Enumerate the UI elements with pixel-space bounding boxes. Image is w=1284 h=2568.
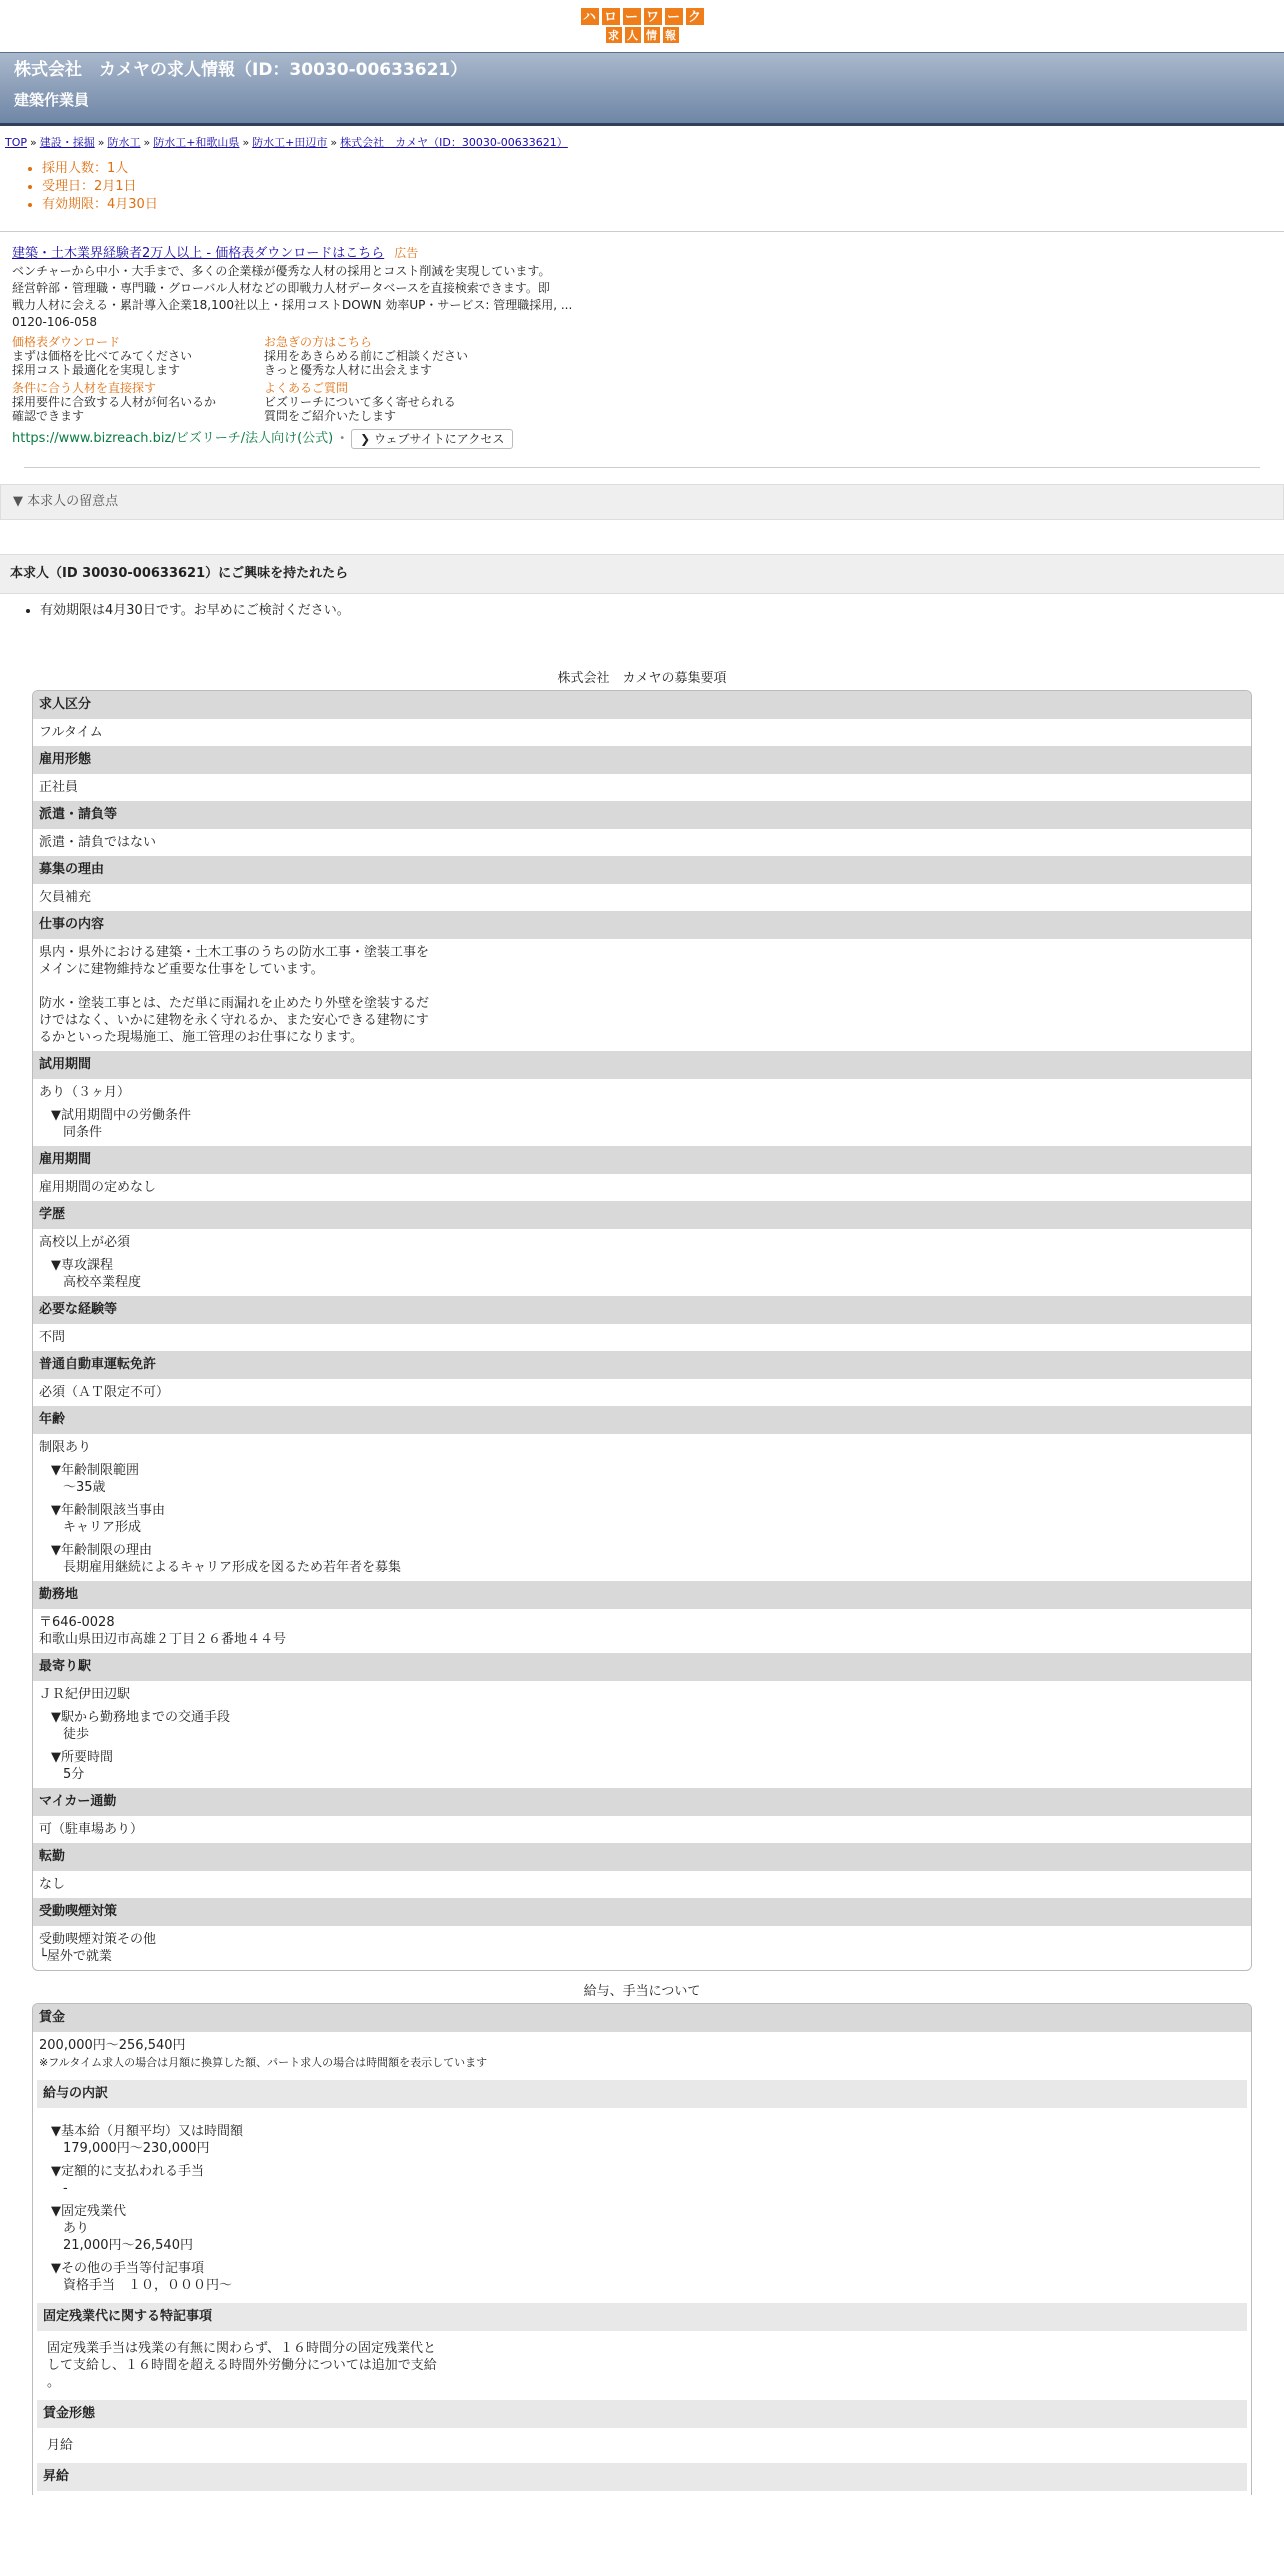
sitelink-price[interactable] [12,335,260,377]
value-line: メインに建物維持など重要な仕事をしています。 [39,962,324,977]
value-line: 制限あり [39,1440,92,1455]
breakdown-value: あり [63,2221,90,2236]
breadcrumb-separator: » [242,136,250,149]
ad-phone[interactable]: 0120-106-058 [12,314,98,329]
breadcrumb [0,126,1284,156]
sub-item-value: 〜35歳 [63,1480,106,1495]
value-line: なし [39,1877,66,1892]
value-line: └屋外で就業 [39,1949,112,1964]
requirement-value [33,1926,1251,1970]
sub-item-value: 5分 [63,1767,85,1782]
requirement-label: 勤務地 [33,1581,1251,1609]
breakdown-list [33,2112,1251,2299]
requirement-label: 求人区分 [33,691,1251,719]
breakdown-label: ▼固定残業代 [51,2204,126,2219]
sitelink-urgent[interactable] [264,335,524,377]
sub-item-label: ▼試用期間中の労働条件 [51,1108,191,1123]
requirement-value [33,1079,1251,1146]
requirement-label: 受動喫煙対策 [33,1898,1251,1926]
section-title-requirements: 株式会社 カメヤの募集要項 [557,671,727,686]
value-line: フルタイム [39,725,103,740]
sitelink-title[interactable]: 条件に合う人材を直接探す [12,380,157,395]
sitelink-desc: まずは価格を比べてみてください [12,348,193,363]
breakdown-item [51,2163,1245,2197]
notes-toggle[interactable]: ▼ 本求人の留意点 [0,484,1284,520]
requirement-label: 募集の理由 [33,856,1251,884]
logo-char: ワ [643,7,663,26]
header-banner [0,52,1284,126]
breakdown-label: ▼定額的に支払われる手当 [51,2164,204,2179]
special-line: 。 [47,2375,61,2390]
requirement-label: 普通自動車運転免許 [33,1351,1251,1379]
interest-item: • 有効期限は4月30日です。お早めにご検討ください。 [40,602,1284,620]
requirement-value [33,1379,1251,1406]
requirement-value [33,1871,1251,1898]
visit-website-button[interactable]: ❯ ウェブサイトにアクセス [351,429,513,449]
sub-item-label: ▼年齢制限該当事由 [51,1503,165,1518]
sitelink-faq[interactable] [264,381,524,423]
requirement-value [33,1174,1251,1201]
breadcrumb-link[interactable]: 建設・採掘 [39,136,95,149]
breakdown-value: 179,000円〜230,000円 [63,2141,210,2156]
sub-item [51,1257,1245,1291]
value-line: 〒646-0028 [39,1615,115,1630]
breakdown-item [51,2260,1245,2294]
requirement-value [33,1434,1251,1581]
breakdown-label: ▼基本給（月額平均）又は時間額 [51,2124,243,2139]
wage-note: ※フルタイム求人の場合は月額に換算した額、パート求人の場合は時間額を表示しています [39,2056,488,2069]
sub-item-label: ▼駅から勤務地までの交通手段 [51,1710,230,1725]
section-title-salary: 給与、手当について [583,1984,701,1999]
breadcrumb-link[interactable]: TOP [5,136,28,149]
wage-form-value: 月給 [47,2438,74,2453]
requirement-label: 仕事の内容 [33,911,1251,939]
ad-sitelinks [12,335,1272,427]
logo-char: ハ [580,7,600,26]
breadcrumb-link[interactable]: 防水工+田辺市 [252,136,328,149]
interest-list [0,594,1284,670]
requirement-label: マイカー通勤 [33,1788,1251,1816]
hellowork-logo[interactable] [0,0,1284,52]
value-line: 正社員 [39,780,79,795]
sub-item-value: 長期雇用継続によるキャリア形成を図るため若年者を募集 [63,1560,402,1575]
sitelink-title[interactable]: 価格表ダウンロード [12,334,121,349]
sitelink-desc: 確認できます [12,408,85,423]
breakdown-value: - [63,2181,68,2196]
requirement-label: 派遣・請負等 [33,801,1251,829]
value-line: 可（駐車場あり） [39,1822,144,1837]
requirement-value [33,1229,1251,1296]
requirement-label: 転勤 [33,1843,1251,1871]
value-line: けではなく、いかに建物を永く守れるか、また安心できる建物にす [39,1013,429,1028]
breakdown-value: 21,000円〜26,540円 [63,2238,193,2253]
breadcrumb-link[interactable]: 株式会社 カメヤ（ID：30030-00633621） [340,136,568,149]
value-line: あり（３ヶ月） [39,1085,131,1100]
requirements-table [32,690,1252,1971]
breakdown-label: ▼その他の手当等付記事項 [51,2261,204,2276]
value-line: ＪＲ紀伊田辺駅 [39,1687,131,1702]
requirement-label: 最寄り駅 [33,1653,1251,1681]
ad-description-1: ベンチャーから中小・大手まで、多くの企業様が優秀な人材の採用とコスト削減を実現しています。 [12,263,551,278]
ad-badge: 広告 [394,246,419,260]
requirement-value [33,939,1251,1051]
sitelink-title[interactable]: よくあるご質問 [264,380,349,395]
breadcrumb-link[interactable]: 防水工+和歌山県 [153,136,240,149]
requirement-label: 必要な経験等 [33,1296,1251,1324]
sub-item [51,1749,1245,1783]
ad-url[interactable]: https://www.bizreach.biz/ビズリーチ/法人向け(公式) [12,430,334,446]
wage-amount: 200,000円〜256,540円 [39,2038,186,2053]
sub-item-label: ▼年齢制限範囲 [51,1463,139,1478]
requirement-label: 学歴 [33,1201,1251,1229]
logo-char: 報 [662,26,680,44]
sitelink-search[interactable] [12,381,260,423]
sitelink-desc: 質問をご紹介いたします [264,408,397,423]
requirement-value [33,1324,1251,1351]
sitelink-desc: 採用要件に合致する人材が何名いるか [12,394,217,409]
value-line: るかといった現場施工、施工管理のお仕事になります。 [39,1030,363,1045]
sub-item [51,1107,1245,1141]
value-line: 必須（ＡＴ限定不可） [39,1385,170,1400]
breadcrumb-separator: » [330,136,338,149]
wage-header: 賃金 [33,2004,1251,2032]
value-line: 不問 [39,1330,66,1345]
sitelink-title[interactable]: お急ぎの方はこちら [264,334,373,349]
special-note [33,2335,1251,2396]
value-line: 高校以上が必須 [39,1235,131,1250]
requirement-label: 雇用期間 [33,1146,1251,1174]
requirement-value [33,1681,1251,1788]
logo-char: ロ [601,7,621,26]
sitelink-desc: きっと優秀な人材に出会えます [264,362,433,377]
sub-item-value: 徒歩 [63,1727,90,1742]
requirement-value [33,1609,1251,1653]
value-line: 県内・県外における建築・土木工事のうちの防水工事・塗装工事を [39,945,430,960]
page-title: 株式会社 カメヤの求人情報（ID：30030-00633621） [14,60,468,80]
job-summary-list [0,156,1284,231]
sub-item-label: ▼年齢制限の理由 [51,1543,152,1558]
requirement-value [33,719,1251,746]
breadcrumb-link[interactable]: 防水工 [107,136,141,149]
requirement-label: 年齢 [33,1406,1251,1434]
wage-form-header: 賃金形態 [37,2400,1247,2428]
logo-char: ー [664,7,684,26]
sponsored-ad [0,232,1284,484]
requirement-value [33,774,1251,801]
requirement-value [33,1816,1251,1843]
interest-heading: 本求人（ID 30030-00633621）にご興味を持たれたら [0,554,1284,594]
logo-char: 情 [643,26,661,44]
breadcrumb-separator: » [143,136,151,149]
sub-item-label: ▼専攻課程 [51,1258,113,1273]
breadcrumb-separator: » [97,136,105,149]
value-line: 受動喫煙対策その他 [39,1932,157,1947]
breakdown-item [51,2203,1245,2254]
value-line: 雇用期間の定めなし [39,1180,157,1195]
logo-char: 人 [624,26,642,44]
sub-item-label: ▼所要時間 [51,1750,113,1765]
summary-accepted-date: • 受理日：2月1日 [42,178,1284,196]
logo-char: ー [622,7,642,26]
breakdown-item [51,2123,1245,2157]
job-title: 建築作業員 [14,90,90,109]
sub-item [51,1502,1245,1536]
logo-char: 求 [605,26,623,44]
logo-char: ク [685,7,705,26]
breakdown-header: 給与の内訳 [37,2080,1247,2108]
requirement-label: 雇用形態 [33,746,1251,774]
sub-item-value: 同条件 [63,1125,103,1140]
salary-table [32,2003,1252,2495]
value-line [39,978,1245,995]
sub-item [51,1542,1245,1576]
value-line: 防水・塗装工事とは、ただ単に雨漏れを止めたり外壁を塗装するだ [39,996,430,1011]
wage-value [33,2032,1251,2076]
sub-item-value: キャリア形成 [63,1520,142,1535]
requirement-label: 試用期間 [33,1051,1251,1079]
dot-separator: • [339,432,346,444]
raise-header: 昇給 [37,2463,1247,2491]
summary-hires: • 採用人数：1人 [42,160,1284,178]
ad-description-2: 経営幹部・管理職・専門職・グローバル人材などの即戦力人材データベースを直接検索できます。即 [12,280,550,295]
value-line: 和歌山県田辺市高雄２丁目２６番地４４号 [39,1632,287,1647]
breadcrumb-separator: » [30,136,37,149]
special-line: して支給し、１６時間を超える時間外労働分については追加で支給 [47,2358,437,2373]
sub-item-value: 高校卒業程度 [63,1275,142,1290]
sub-item [51,1462,1245,1496]
special-header: 固定残業代に関する特記事項 [37,2303,1247,2331]
requirement-value [33,884,1251,911]
sitelink-desc: 採用コスト最適化を実現します [12,362,181,377]
summary-expiry: • 有効期限：4月30日 [42,196,1284,214]
value-line: 欠員補充 [39,890,92,905]
sitelink-desc: 採用をあきらめる前にご相談ください [264,348,469,363]
value-line: 派遣・請負ではない [39,835,157,850]
sub-item [51,1709,1245,1743]
breakdown-value: 資格手当 １０，０００円～ [63,2278,233,2293]
special-line: 固定残業手当は残業の有無に関わらず、１６時間分の固定残業代と [47,2341,436,2356]
sitelink-desc: ビズリーチについて多く寄せられる [264,394,456,409]
ad-description-3: 戦力人材に会える・累計導入企業18,100社以上・採用コストDOWN 効率UP・サービス: 管理職採用, ... [12,297,573,312]
requirement-value [33,829,1251,856]
ad-title-link[interactable]: 建築・土木業界経験者2万人以上 - 価格表ダウンロードはこちら [12,246,385,261]
